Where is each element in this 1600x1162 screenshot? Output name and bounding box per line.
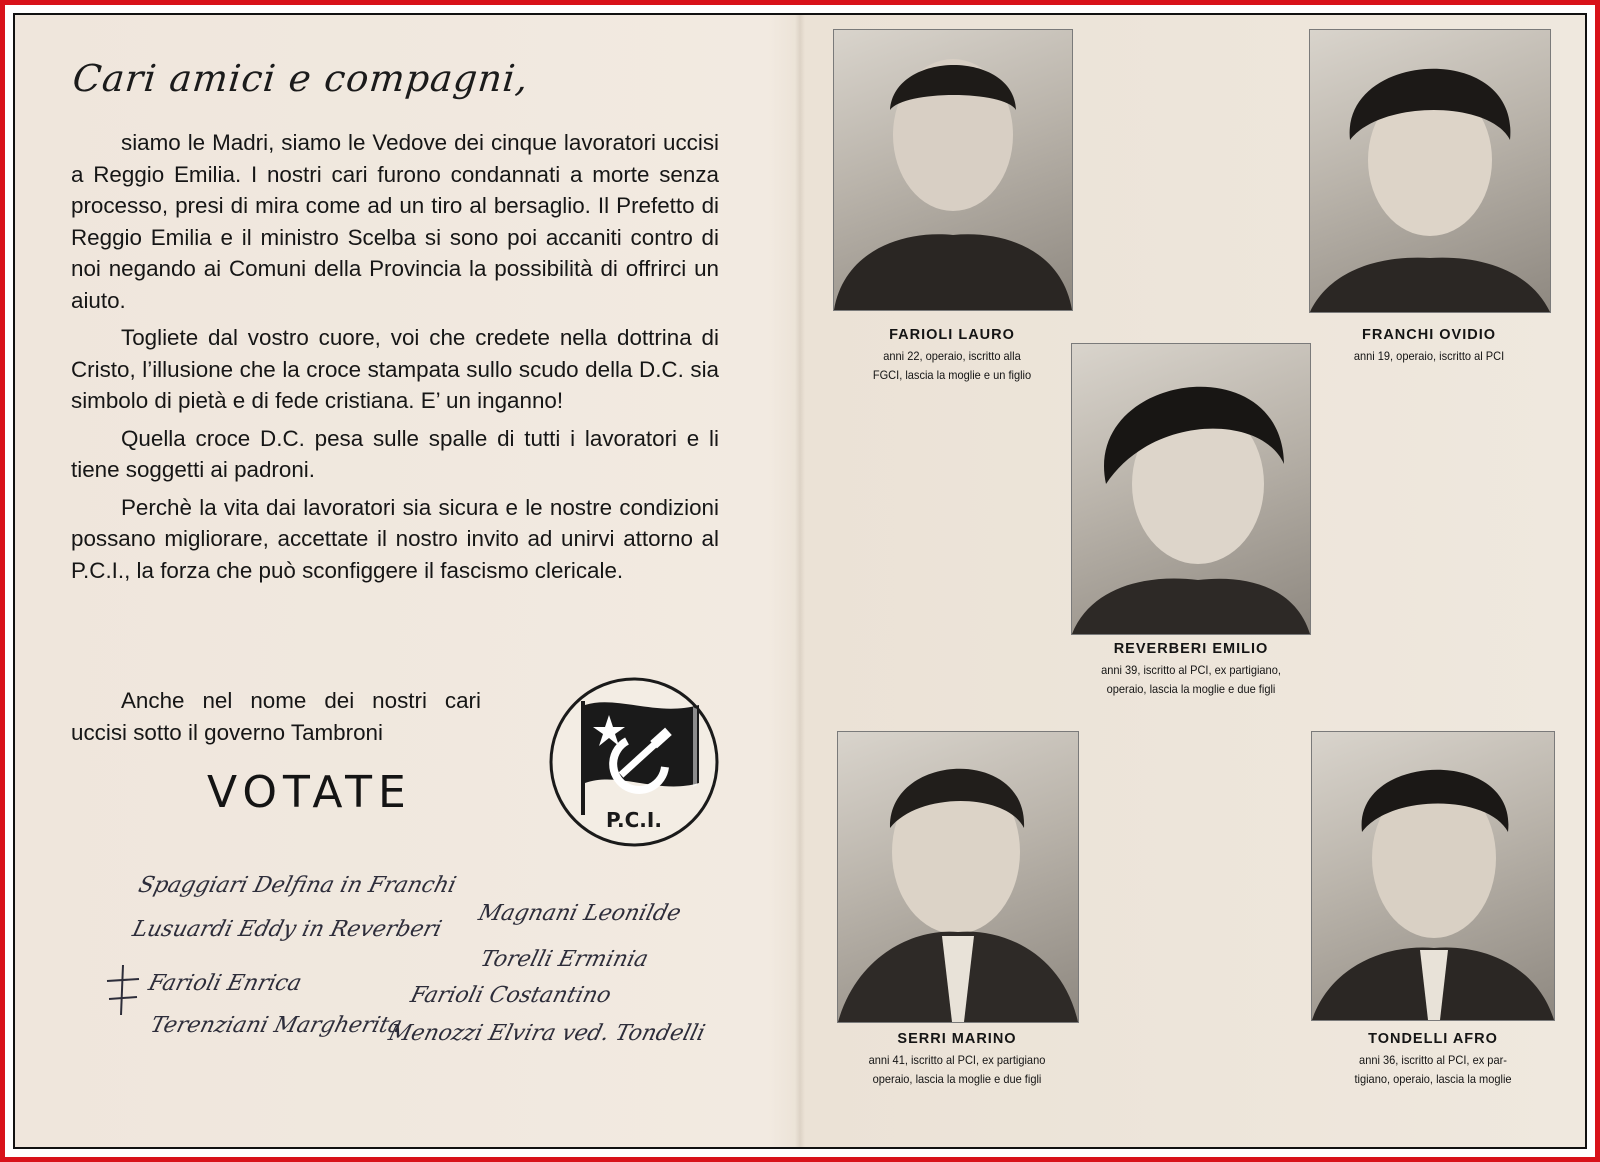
signature: Menozzi Elvira ved. Tondelli [385,1021,708,1046]
victim-caption [1051,641,1331,699]
letter-paragraph: Quella croce D.C. pesa sulle spalle di tutti i lavoratori e li tiene soggetti ai padroni. [71,425,719,482]
greeting: Cari amici e compagni, [70,57,531,100]
signature: Farioli Costantino [407,983,614,1008]
signature: Torelli Erminia [477,947,651,972]
victim-photo [837,731,1079,1023]
letter-paragraph: Togliete dal vostro cuore, voi che credete nella dottrina di Cristo, l’illusione che la croce stampata sullo scudo della D.C. sia simbolo di pietà e di fede cristiana. E’ un inganno! [71,325,719,413]
victim-description: anni 22, operaio, iscritto alla [883,349,1021,363]
handwritten-signatures [111,873,711,1073]
closing-text [71,685,481,748]
victim-description: anni 36, iscritto al PCI, ex par- [1359,1053,1507,1067]
portrait-icon [1310,30,1550,312]
leaflet [13,13,1587,1149]
portrait-icon [1312,732,1554,1020]
victim-caption [1293,1031,1573,1089]
emblem-label: P.C.I. [606,808,662,832]
signature: Magnani Leonilde [475,901,684,926]
signature: Lusuardi Eddy in Reverberi [129,917,445,942]
portrait-icon [834,30,1072,310]
victim-name: SERRI MARINO [897,1031,1017,1047]
victim-caption [1299,327,1559,366]
victim-photo [833,29,1073,311]
signature: Spaggiari Delfina in Franchi [135,873,459,898]
victim-photo [1309,29,1551,313]
victim-description: anni 39, iscritto al PCI, ex partigiano, [1101,663,1281,677]
vote-heading: VOTATE [207,767,412,818]
letter-body [71,127,719,586]
victim-description: operaio, lascia la moglie e due figli [872,1072,1042,1086]
victim-description: anni 41, iscritto al PCI, ex partigiano [868,1053,1046,1067]
center-fold [795,15,805,1147]
letter-paragraph: Perchè la vita dai lavoratori sia sicura e le nostre condizioni possano migliorare, accettate il nostro invito ad unirvi attorno al P.C.I., la forza che può sconfiggere il fascismo clericale. [71,494,719,583]
victim-photo [1071,343,1311,635]
victim-description: anni 19, operaio, iscritto al PCI [1353,349,1505,363]
pci-emblem [547,675,721,849]
closing-paragraph: Anche nel nome dei nostri cari uccisi sotto il governo Tambroni [71,688,481,745]
pci-emblem-icon [547,675,721,849]
letter-paragraph: siamo le Madri, siamo le Vedove dei cinque lavoratori uccisi a Reggio Emilia. I nostri cari furono condannati a morte senza processo, presi di mira come ad un tiro al bersaglio. Il Prefetto di Reggio Emilia e il ministro Scelba si sono poi accaniti contro di noi negando ai Comuni della Provincia la possibilità di offrirci un aiuto. [71,130,719,313]
cross-mark-icon [103,961,143,1021]
victim-description: operaio, lascia la moglie e due figli [1106,682,1276,696]
victim-name: FRANCHI OVIDIO [1361,327,1497,343]
victim-name: REVERBERI EMILIO [1113,641,1269,657]
victim-description: FGCI, lascia la moglie e un figlio [872,368,1032,382]
victim-name: FARIOLI LAURO [889,327,1015,343]
victim-description: tigiano, operaio, lascia la moglie [1354,1072,1512,1086]
portrait-icon [838,732,1078,1022]
victim-photo [1311,731,1555,1021]
signature: Terenziani Margherita [147,1013,405,1038]
victim-name: TONDELLI AFRO [1368,1031,1498,1047]
victim-caption [817,1031,1097,1089]
victim-caption [817,327,1087,385]
signature: Farioli Enrica [145,971,305,996]
portrait-icon [1072,344,1310,634]
